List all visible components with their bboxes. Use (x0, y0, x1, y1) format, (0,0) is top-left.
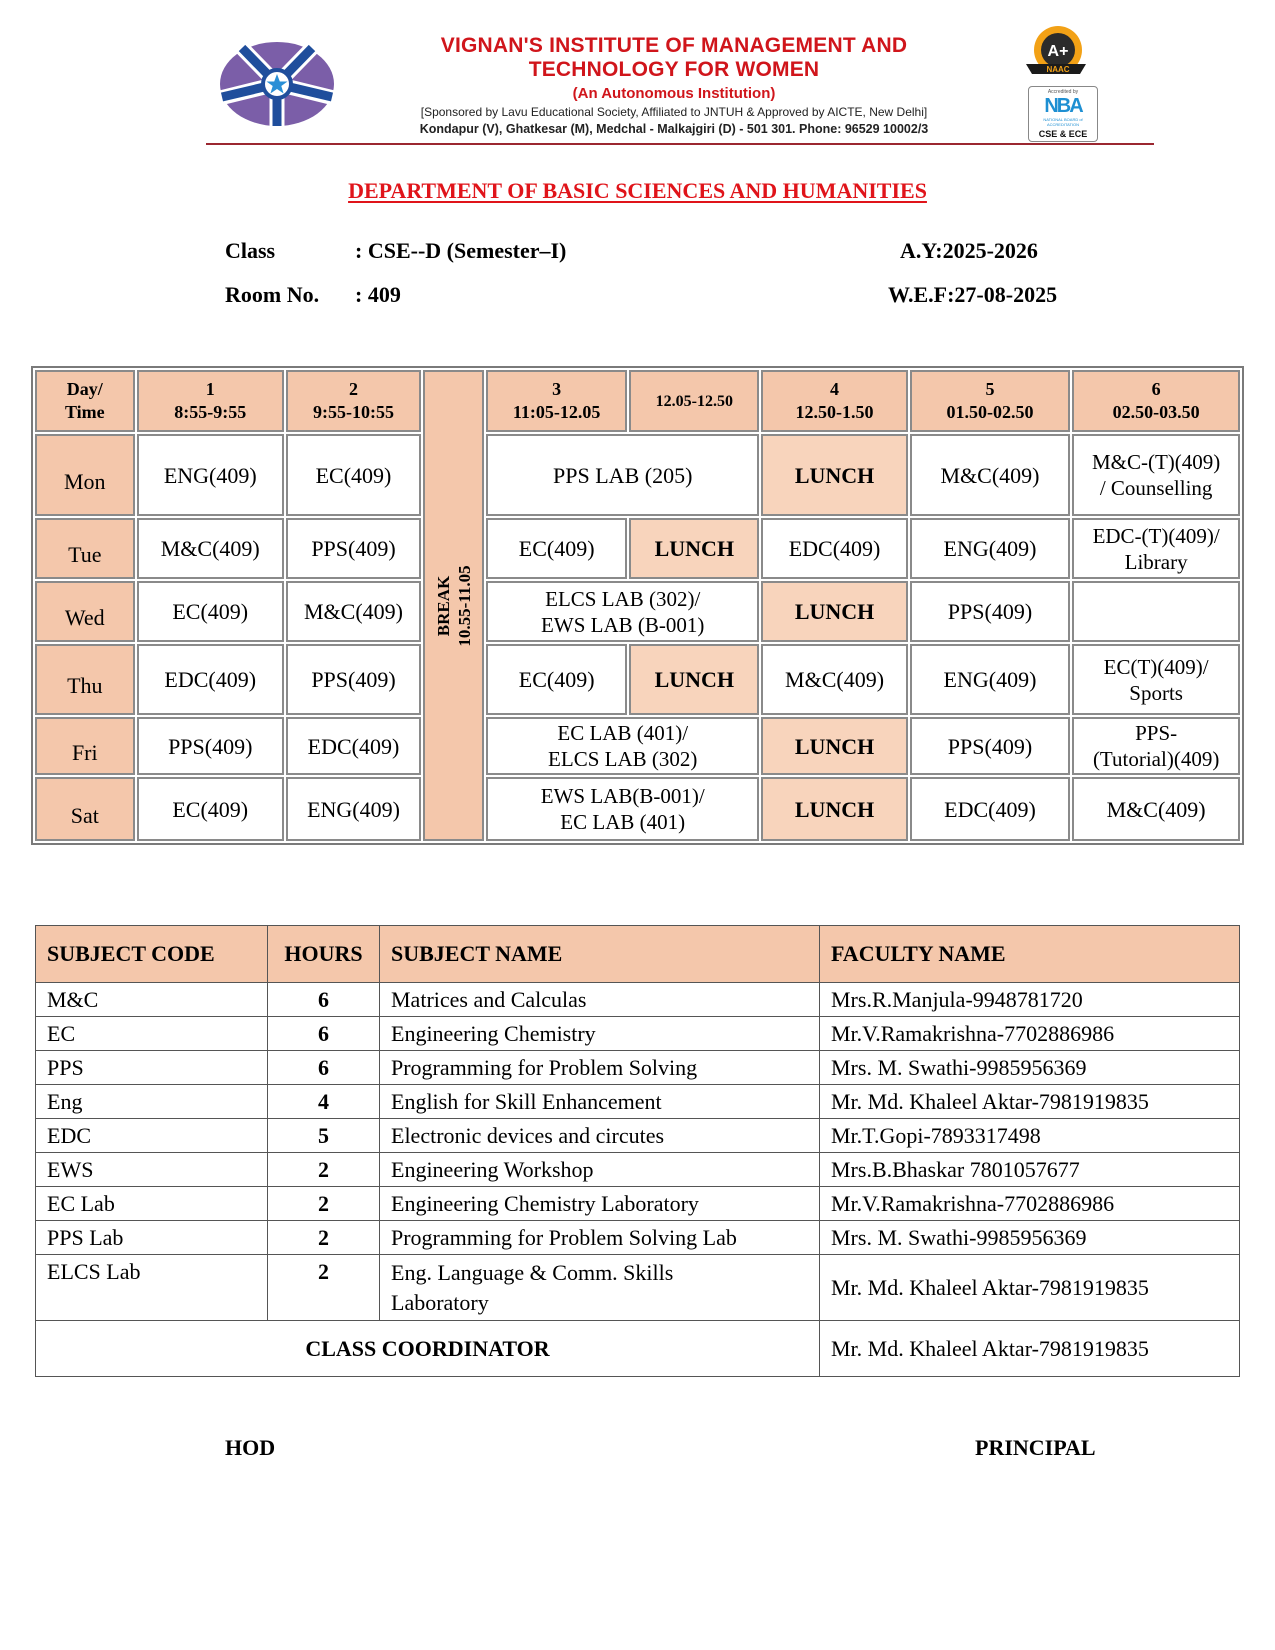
slot-cell: EC(409) (486, 644, 627, 715)
slot-line: Sports (1129, 680, 1183, 705)
letterhead (206, 20, 1154, 145)
period-number: 3 (552, 379, 562, 399)
header-subject-code: SUBJECT CODE (36, 926, 268, 983)
slot-cell: PPS(409) (286, 644, 421, 715)
with-effect-from: W.E.F:27-08-2025 (888, 282, 1058, 307)
timetable-row-fri (35, 717, 1240, 775)
slot-cell: M&C(409) (910, 434, 1071, 516)
slot-line: EDC-(T)(409)/ (1092, 523, 1220, 548)
slot-cell: EC(409) (137, 777, 284, 841)
faculty-name: Mrs. M. Swathi-9985956369 (820, 1051, 1240, 1085)
lab-slot-cell: PPS LAB (205) (486, 434, 759, 516)
day-cell: Thu (35, 644, 135, 715)
subject-row (36, 1119, 1240, 1153)
room-value: : 409 (355, 282, 401, 307)
period-time: 01.50-02.50 (946, 402, 1034, 422)
day-cell: Wed (35, 581, 135, 642)
svg-text:A+: A+ (1047, 43, 1069, 60)
slot-cell: PPS(409) (910, 581, 1071, 642)
subject-code: M&C (36, 983, 268, 1017)
letterhead-divider (206, 143, 1154, 145)
subject-name: Engineering Chemistry Laboratory (380, 1187, 820, 1221)
institution-name-line1: VIGNAN'S INSTITUTE OF MANAGEMENT AND (440, 34, 908, 57)
break-column (423, 370, 484, 841)
slot-line: ELCS LAB (302) (548, 747, 698, 771)
lunch-cell: LUNCH (761, 717, 907, 775)
header-day-label: Day/ (66, 379, 103, 399)
timetable-row-tue (35, 518, 1240, 579)
subject-name: Programming for Problem Solving Lab (380, 1221, 820, 1255)
subject-faculty-table (35, 925, 1240, 1377)
period-time: 8:55-9:55 (174, 402, 247, 422)
slot-cell (1072, 434, 1240, 516)
header-time-label: Time (64, 402, 105, 422)
slot-cell: PPS(409) (286, 518, 421, 579)
slot-line: Library (1124, 549, 1188, 574)
faculty-name: Mr.V.Ramakrishna-7702886986 (820, 1187, 1240, 1221)
subject-name: Programming for Problem Solving (380, 1051, 820, 1085)
period-time: 12.50-1.50 (795, 402, 874, 422)
autonomous-label: (An Autonomous Institution) (572, 85, 776, 102)
slot-line: EWS LAB(B-001)/ (540, 784, 705, 808)
institution-logo-icon (218, 40, 336, 128)
timetable-row-thu (35, 644, 1240, 715)
empty-slot-cell (1072, 581, 1240, 642)
subject-row (36, 1255, 1240, 1321)
timetable-header-row (35, 370, 1240, 432)
day-cell: Fri (35, 717, 135, 775)
header-subject-name: SUBJECT NAME (380, 926, 820, 983)
subject-row (36, 1051, 1240, 1085)
timetable (31, 366, 1244, 845)
lunch-cell: LUNCH (629, 518, 759, 579)
lunch-cell: LUNCH (761, 581, 907, 642)
header-period-4 (761, 370, 907, 432)
period-number: 5 (985, 379, 995, 399)
subject-code: EC (36, 1017, 268, 1051)
slot-line: EC LAB (401)/ (557, 721, 689, 745)
header-period-6 (1072, 370, 1240, 432)
lab-slot-cell (486, 717, 759, 775)
subject-hours: 2 (268, 1187, 380, 1221)
nba-badge (1028, 86, 1098, 142)
slot-line: M&C-(T)(409) (1091, 450, 1221, 474)
subject-row (36, 1221, 1240, 1255)
subject-code: PPS Lab (36, 1221, 268, 1255)
slot-line: PPS- (1135, 721, 1178, 745)
header-period-5 (910, 370, 1071, 432)
academic-year: A.Y:2025-2026 (900, 238, 1038, 263)
break-label (433, 565, 475, 646)
subject-name: Matrices and Calculas (380, 983, 820, 1017)
header-hours: HOURS (268, 926, 380, 983)
header-period-3 (486, 370, 627, 432)
subject-row (36, 1187, 1240, 1221)
subject-code: Eng (36, 1085, 268, 1119)
lunch-cell: LUNCH (629, 644, 759, 715)
nba-bottom-text: CSE & ECE (1038, 129, 1088, 139)
class-label: Class (225, 238, 276, 263)
slot-line: (Tutorial)(409) (1092, 747, 1220, 771)
period-number: 6 (1151, 379, 1161, 399)
slot-line: ELCS LAB (302)/ (545, 586, 701, 611)
faculty-name: Mr.V.Ramakrishna-7702886986 (820, 1017, 1240, 1051)
period-number: 4 (830, 379, 840, 399)
period-time: 9:55-10:55 (313, 402, 394, 422)
day-cell: Mon (35, 434, 135, 516)
slot-cell: EDC(409) (137, 644, 284, 715)
timetable-row-sat (35, 777, 1240, 841)
subject-code: EC Lab (36, 1187, 268, 1221)
slot-cell: ENG(409) (137, 434, 284, 516)
faculty-name: Mrs.B.Bhaskar 7801057677 (820, 1153, 1240, 1187)
subject-hours: 5 (268, 1119, 380, 1153)
subject-row (36, 1153, 1240, 1187)
subject-hours: 6 (268, 1017, 380, 1051)
slot-cell: M&C(409) (137, 518, 284, 579)
slot-cell: M&C(409) (1072, 777, 1240, 841)
slot-line: / Counselling (1099, 476, 1213, 500)
subject-hours: 2 (268, 1255, 380, 1321)
slot-cell: ENG(409) (910, 644, 1071, 715)
sponsor-line: [Sponsored by Lavu Educational Society, Affiliated to JNTUH & Approved by AICTE, New Delhi] (420, 105, 928, 119)
period-number: 2 (349, 379, 358, 399)
faculty-name: Mrs. M. Swathi-9985956369 (820, 1221, 1240, 1255)
subject-row (36, 1017, 1240, 1051)
timetable-row-wed (35, 581, 1240, 642)
class-value: : CSE--D (Semester–I) (355, 238, 567, 263)
slot-cell: M&C(409) (286, 581, 421, 642)
lunch-cell: LUNCH (761, 777, 907, 841)
header-period-2 (286, 370, 421, 432)
subject-hours: 2 (268, 1221, 380, 1255)
slot-line: EC(T)(409)/ (1103, 654, 1209, 679)
slot-cell (1072, 644, 1240, 715)
slot-cell: EC(409) (486, 518, 627, 579)
subject-name (380, 1255, 820, 1321)
subject-hours: 6 (268, 1051, 380, 1085)
subject-hours: 2 (268, 1153, 380, 1187)
subject-code: PPS (36, 1051, 268, 1085)
principal-signature-label: PRINCIPAL (975, 1435, 1096, 1460)
subject-header-row (36, 926, 1240, 983)
subject-hours: 4 (268, 1085, 380, 1119)
subject-name: Electronic devices and circutes (380, 1119, 820, 1153)
period-time: 02.50-03.50 (1112, 402, 1200, 422)
subject-name: Engineering Workshop (380, 1153, 820, 1187)
period-time: 11:05-12.05 (512, 402, 601, 422)
nba-small-text: NATIONAL BOARD of ACCREDITATION (1043, 117, 1083, 127)
lunch-cell: LUNCH (761, 434, 907, 516)
subject-row (36, 983, 1240, 1017)
slot-cell: M&C(409) (761, 644, 907, 715)
slot-cell: EC(409) (137, 581, 284, 642)
class-info (225, 238, 825, 266)
slot-line: EC LAB (401) (560, 810, 686, 834)
slot-line: EWS LAB (B-001) (541, 612, 705, 637)
subject-code: ELCS Lab (36, 1255, 268, 1321)
slot-cell: EDC(409) (910, 777, 1071, 841)
faculty-name: Mr.T.Gopi-7893317498 (820, 1119, 1240, 1153)
department-title: DEPARTMENT OF BASIC SCIENCES AND HUMANITIES (348, 178, 927, 203)
class-coordinator-label: CLASS COORDINATOR (36, 1321, 820, 1377)
slot-cell: EDC(409) (761, 518, 907, 579)
slot-cell: EC(409) (286, 434, 421, 516)
subject-name: Engineering Chemistry (380, 1017, 820, 1051)
break-title: BREAK (433, 575, 453, 636)
nba-top-text: Accredited by (1047, 89, 1079, 95)
day-cell: Sat (35, 777, 135, 841)
hod-signature-label: HOD (225, 1435, 276, 1460)
slot-cell (1072, 717, 1240, 775)
break-time: 10.55-11.05 (454, 564, 474, 647)
header-day-time (35, 370, 135, 432)
class-coordinator-name: Mr. Md. Khaleel Aktar-7981919835 (820, 1321, 1240, 1377)
subject-name-line: Eng. Language & Comm. Skills (391, 1259, 674, 1285)
slot-cell: ENG(409) (910, 518, 1071, 579)
subject-row (36, 1085, 1240, 1119)
room-label: Room No. (225, 282, 320, 307)
faculty-name: Mrs.R.Manjula-9948781720 (820, 983, 1240, 1017)
svg-text:NAAC: NAAC (1046, 65, 1070, 74)
address-line: Kondapur (V), Ghatkesar (M), Medchal - Malkajgiri (D) - 501 301. Phone: 96529 10002/3 (419, 122, 929, 136)
header-period-1 (137, 370, 284, 432)
period-number: 1 (205, 379, 215, 399)
institution-block (334, 34, 1014, 138)
header-period-3b: 12.05-12.50 (629, 370, 759, 432)
subject-name-line: Laboratory (391, 1289, 489, 1315)
subject-code: EDC (36, 1119, 268, 1153)
institution-name-line2: TECHNOLOGY FOR WOMEN (528, 58, 820, 81)
nba-logo-icon: NBA (1044, 95, 1082, 117)
header-faculty-name: FACULTY NAME (820, 926, 1240, 983)
class-coordinator-row (36, 1321, 1240, 1377)
slot-cell: ENG(409) (286, 777, 421, 841)
slot-cell: PPS(409) (137, 717, 284, 775)
slot-cell: PPS(409) (910, 717, 1071, 775)
day-cell: Tue (35, 518, 135, 579)
lab-slot-cell (486, 777, 759, 841)
timetable-row-mon (35, 434, 1240, 516)
faculty-name: Mr. Md. Khaleel Aktar-7981919835 (820, 1255, 1240, 1321)
slot-cell: EDC(409) (286, 717, 421, 775)
lab-slot-cell (486, 581, 759, 642)
subject-name: English for Skill Enhancement (380, 1085, 820, 1119)
subject-code: EWS (36, 1153, 268, 1187)
faculty-name: Mr. Md. Khaleel Aktar-7981919835 (820, 1085, 1240, 1119)
slot-cell (1072, 518, 1240, 579)
naac-badge-icon (1018, 24, 1090, 84)
subject-hours: 6 (268, 983, 380, 1017)
room-info (225, 282, 825, 310)
